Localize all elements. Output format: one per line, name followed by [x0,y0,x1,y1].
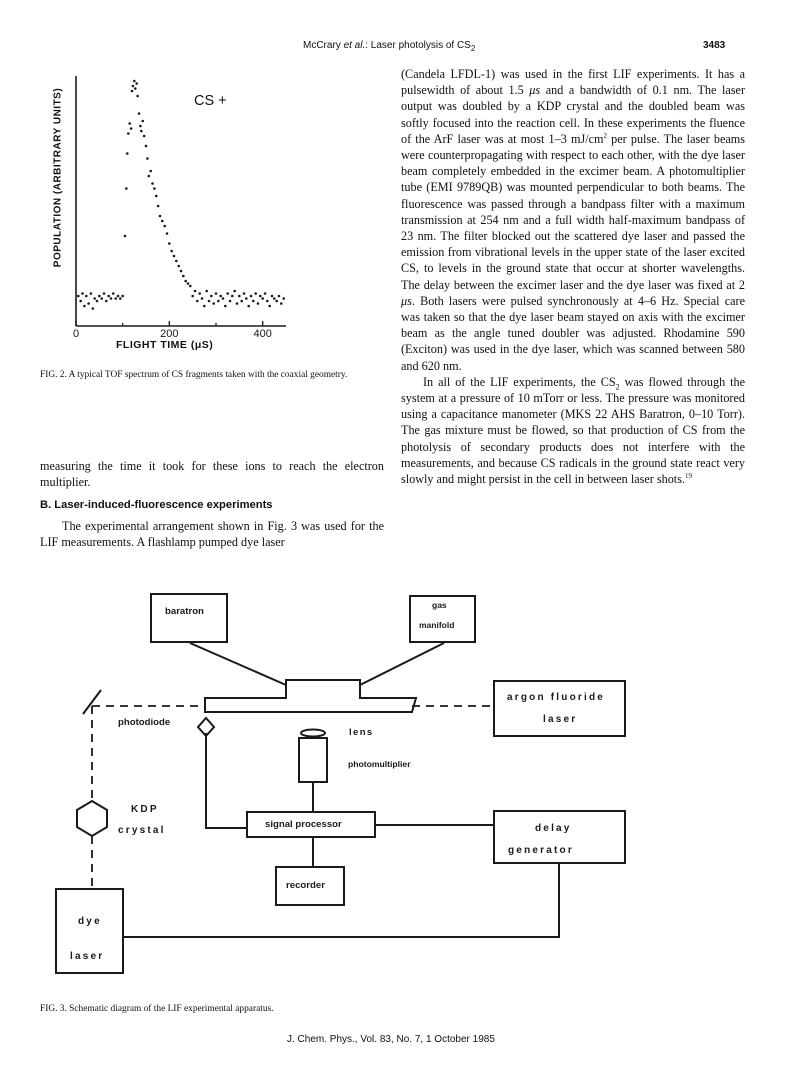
label-dye-laser: laser [70,951,105,962]
left-paragraph-continued: measuring the time it took for these ions to reach the electron multiplier. [40,459,384,490]
fig2-x-tick-label: 200 [160,328,179,340]
label-lens: lens [349,727,374,738]
label-argon-fluoride: argon fluoride [507,692,606,703]
photodiode-to-processor-line [206,733,247,828]
manifold-connector [360,643,444,685]
journal-footer: J. Chem. Phys., Vol. 83, No. 7, 1 October 1985 [287,1034,495,1045]
fig3-caption: FIG. 3. Schematic diagram of the LIF experimental apparatus. [40,1004,274,1014]
rp1-part-4: . Both lasers were pulsed synchronously at 4–6 Hz. Special care was taken so that the dye laser beam stayed on axis with the excimer beam as the angle tuned doubler was adjusted. Rhodamine 590 (Exciton) was used in the dye laser, which was scanned between 580 and 620 nm. [401,293,745,373]
label-manifold: manifold [419,620,455,630]
photomultiplier-box [299,738,327,782]
rp1-part-3: per pulse. The laser beams were counterpropagating with respect to each other, with the dye laser beam completely embedded in the excimer beam. A photomultiplier tube (EMI 9789QB) was mounted perpendicular to both beams. The fluorescence was passed through a bandpass filter with a maximum transmission at 254 nm and a full width half-maximum bandpass of 23 nm. The filter blocked out the scattered dye laser and passed the emission from vibrational levels in the upper state of the laser excited CS, to levels in the ground state that occur at shorter wavelengths. The delay between the excimer laser and the dye laser was fixed at 2 [401,131,745,292]
fig2-x-axis-label: FLIGHT TIME (μS) [116,339,214,351]
rp1-part-2: and a bandwidth of 0.1 nm. The laser output was doubled by a KDP crystal and the doubled beam was softly focused into the reaction cell. In these experiments the fluence of the ArF laser was at most 1–3 mJ/cm [401,83,746,146]
fig2-x-tick-label: 0 [72,328,80,340]
fig2-x-tick-label: 400 [253,328,272,340]
label-delay: delay [535,823,572,834]
label-gas: gas [432,600,447,610]
running-title-subject: : Laser photolysis of CS [365,40,471,51]
section-heading-lif: B. Laser-induced-fluorescence experiments [40,499,273,512]
label-generator: generator [508,845,574,856]
label-signal-processor: signal processor [265,819,342,830]
left-paragraph-lif: The experimental arrangement shown in Fig. 3 was used for the LIF measurements. A flashlamp pumped dye laser [40,518,384,549]
dye-to-delay-line [123,863,559,937]
page-number: 3483 [703,40,726,51]
rp2-part-1: In all of the LIF experiments, the CS [423,374,616,389]
rp1-part-1: (Candela LFDL-1) was used in the first LIF experiments. It has a pulsewidth of about 1.5 [401,67,745,98]
rp2-part-2: was flowed through the system at a pressure of 10 mTorr or less. The pressure was monitored using a capacitance manometer (MKS 22 AHS Baratron, 0–10 Torr). The gas mixture must be flowed, so that production of CS from the photolysis of secondary products does not interfere with the measurements, and because CS radicals in the ground state react very slowly and might persist in the cell in between laser shots. [401,374,745,487]
argon-fluoride-laser-box [494,681,625,736]
running-title-subscript: 2 [470,44,476,53]
lens-symbol [301,730,325,737]
kdp-crystal-hexagon [77,801,107,836]
label-kdp: KDP [131,804,159,815]
label-recorder: recorder [286,880,325,891]
label-dye: dye [78,916,102,927]
fig2-y-axis-label: POPULATION (ARBITRARY UNITS) [52,87,64,268]
running-title-authors: McCrary [303,40,344,51]
running-title-etal: et al. [343,40,366,51]
baratron-box [151,594,227,642]
reaction-cell [205,680,416,712]
label-crystal: crystal [118,825,166,836]
fig2-caption: FIG. 2. A typical TOF spectrum of CS fragments taken with the coaxial geometry. [40,370,348,380]
label-photomultiplier: photomultiplier [348,759,411,769]
label-baratron: baratron [165,606,204,617]
fig2-annotation: CS + [194,93,227,109]
label-laser-argon: laser [543,714,578,725]
baratron-connector [190,643,286,685]
label-photodiode: photodiode [118,717,171,728]
rp2-subscript: 2 [615,382,620,392]
rp1-unit-2: μs [401,293,412,308]
rp1-unit-1: μs [529,83,541,98]
rp1-superscript: 2 [603,131,607,140]
rp2-reference: 19 [684,472,692,481]
